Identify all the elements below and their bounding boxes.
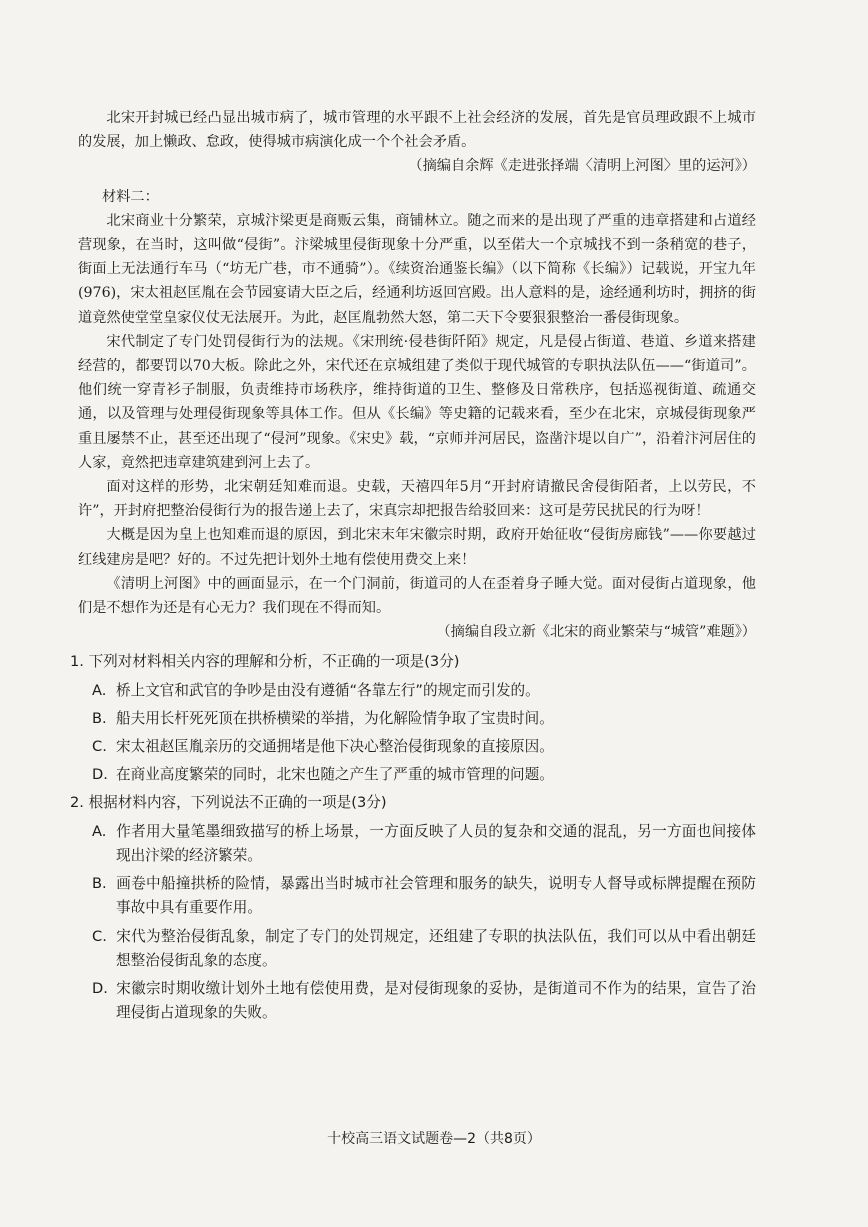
question-2-option-c[interactable]: C. 宋代为整治侵街乱象，制定了专门的处罚规定，还组建了专职的执法队伍，我们可以从中看出朝廷想整治侵街乱象的态度。 (92, 927, 756, 969)
page-footer: 十校高三语文试题卷—2（共8页） (327, 1131, 541, 1147)
question-1-option-c[interactable]: C. 宋太祖赵匡胤亲历的交通拥堵是他下决心整治侵街现象的直接原因。 (92, 738, 554, 756)
material-2-label: 材料二： (102, 188, 159, 205)
question-2-title: 2. 根据材料内容，下列说法不正确的一项是(3分) (70, 794, 387, 812)
paragraph-4: 面对这样的形势，北宋朝廷知难而退。史载，天禧四年5月“开封府请撤民舍侵街陌者，上以劳民，不许”，开封府把整治侵街行为的报告递上去了，宋真宗却把报告给驳回来：这可是劳民扰民的行为呀！ (78, 479, 756, 520)
reading-content (70, 106, 756, 1025)
paragraph-5: 大概是因为皇上也知难而退的原因，到北宋末年宋徽宗时期，政府开始征收“侵街房廊钱”——你要越过红线建房是吧？好的。不过先把计划外土地有偿使用费交上来！ (78, 527, 756, 568)
paragraph-3: 宋代制定了专门处罚侵街行为的法规。《宋刑统·侵巷街阡陌》规定，凡是侵占街道、巷道、乡道来搭建经营的，都要罚以70大板。除此之外，宋代还在京城组建了类似于现代城管的专职执法队伍——“街道司”。他们统一穿青衫子制服，负责维持市场秩序，维持街道的卫生、整修及日常秩序，包括巡视街道、疏通交通，以及管理与处理侵街现象等具体工作。但从《长编》等史籍的记载来看，至少在北宋，京城侵街现象严重且屡禁不止，甚至还出现了“侵河”现象。《宋史》载，“京师并河居民，盗凿汴堤以自广”，沿着汴河居住的人家，竟然把违章建筑建到河上去了。 (78, 333, 756, 471)
question-2-option-b[interactable]: B. 画卷中船撞拱桥的险情，暴露出当时城市社会管理和服务的缺失，说明专人督导或标牌提醒在预防事故中具有重要作用。 (92, 875, 756, 917)
question-1 (70, 650, 756, 787)
source-citation-1: （摘编自余辉《走进张择端〈清明上河图〉里的运河》） (408, 158, 756, 175)
paragraph-2: 北宋商业十分繁荣，京城汴梁更是商贩云集，商铺林立。随之而来的是出现了严重的违章搭建和占道经营现象，在当时，这叫做“侵街”。汴梁城里侵街现象十分严重，以至偌大一个京城找不到一条稍宽的巷子，街面上无法通行车马（“坊无广巷，市不通骑”）。《续资治通鉴长编》（以下简称《长编》）记载说，开宝九年(976)，宋太祖赵匡胤在会节园宴请大臣之后，经通利坊返回宫殿。出人意料的是，途经通利坊时，拥挤的街道竟然使堂堂皇家仪仗无法展开。为此，赵匡胤勃然大怒，第二天下令要狠狠整治一番侵街现象。 (78, 212, 756, 326)
question-1-option-b[interactable]: B. 船夫用长杆死死顶在拱桥横梁的举措，为化解险情争取了宝贵时间。 (92, 709, 554, 727)
paragraph-1: 北宋开封城已经凸显出城市病了，城市管理的水平跟不上社会经济的发展，首先是官员理政跟不上城市的发展，加上懒政、怠政，使得城市病演化成一个个社会矛盾。 (78, 110, 756, 151)
paragraph-6: 《清明上河图》中的画面显示，在一个门洞前，街道司的人在歪着身子睡大觉。面对侵街占道现象，他们是不想作为还是有心无力？我们现在不得而知。 (78, 575, 756, 617)
question-1-title: 1. 下列对材料相关内容的理解和分析，不正确的一项是(3分) (70, 653, 460, 671)
question-1-option-d[interactable]: D. 在商业高度繁荣的同时，北宋也随之产生了严重的城市管理的问题。 (92, 766, 554, 784)
source-citation-2: （摘编自段立新《北宋的商业繁荣与“城管”难题》） (436, 624, 756, 641)
question-2-option-d[interactable]: D. 宋徽宗时期收缴计划外土地有偿使用费，是对侵街现象的妥协，是街道司不作为的结果，宣告了治理侵街占道现象的失败。 (92, 979, 756, 1022)
question-1-option-a[interactable]: A. 桥上文官和武官的争吵是由没有遵循“各靠左行”的规定而引发的。 (92, 681, 540, 699)
question-2-option-a[interactable]: A. 作者用大量笔墨细致描写的桥上场景，一方面反映了人员的复杂和交通的混乱，另一方面也间接体现出汴梁的经济繁荣。 (92, 822, 756, 864)
question-2 (70, 791, 756, 1025)
